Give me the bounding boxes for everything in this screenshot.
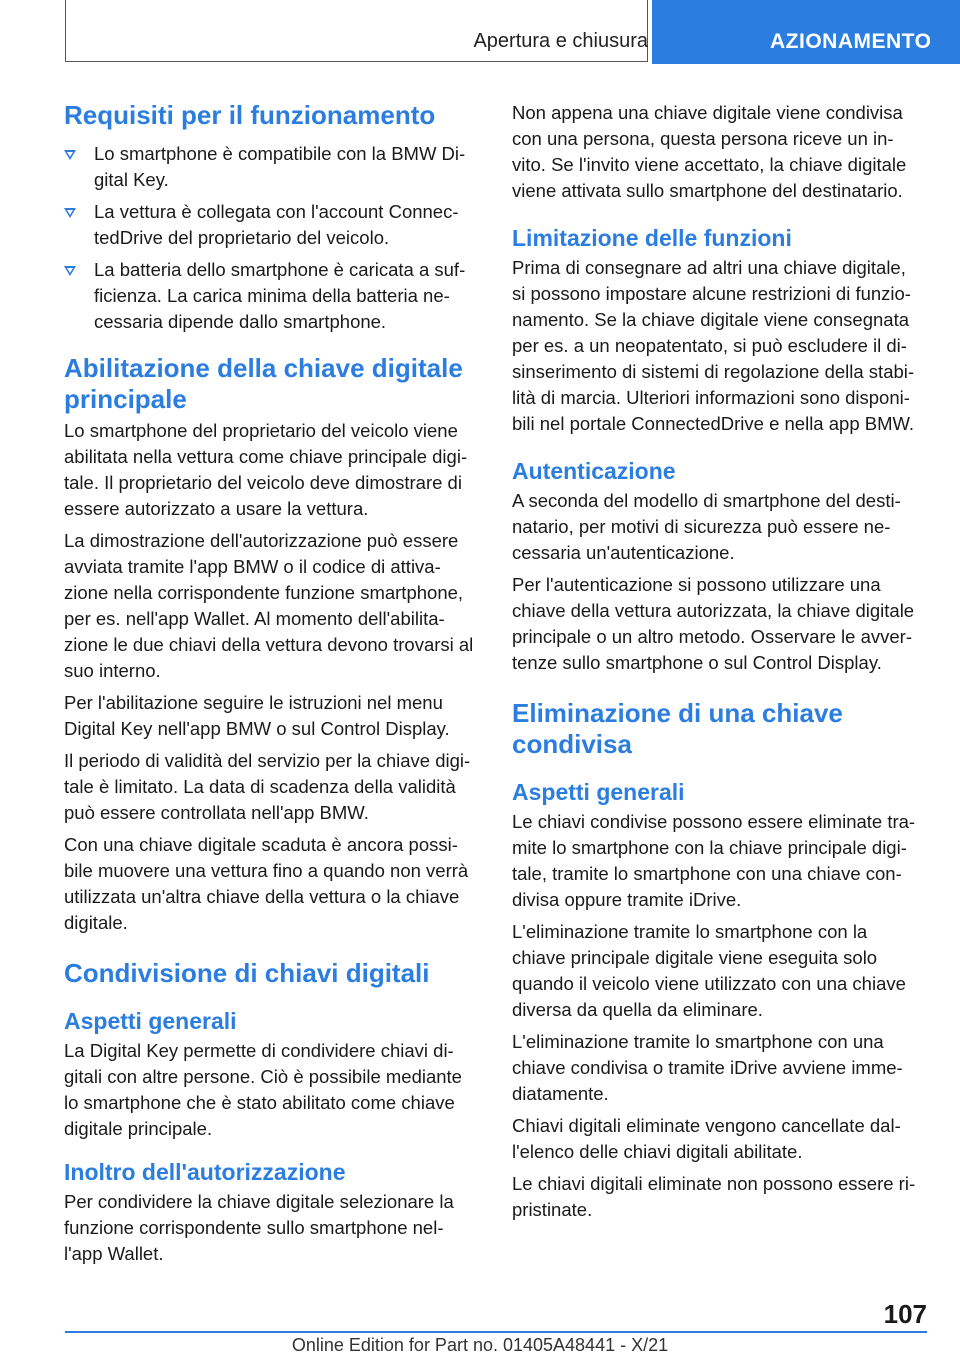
paragraph: La dimostrazione dell'autorizzazione può essere avviata tramite l'app BMW o il codice di attiva- zione nella corrispondente funzione smartphone, per es. nell'app Wallet. Al momento dell'abilita- zione le due chiavi della vettura devono trovarsi al suo interno. [64, 530, 474, 681]
triangle-bullet-icon [64, 150, 76, 160]
paragraph: A seconda del modello di smartphone del desti- natario, per motivi di sicurezza può essere ne- cessaria un'autenticazione. [512, 490, 901, 563]
paragraph: La Digital Key permette di condividere chiavi di- gitali con altre persone. Ciò è possibile mediante lo smartphone che è stato abilitato come chiave digitale principale. [64, 1040, 462, 1139]
bullet-item: La vettura è collegata con l'account Connec- tedDrive del proprietario del veicolo. [64, 199, 480, 251]
footer-edition: Online Edition for Part no. 01405A48441 - X/21 [291, 1335, 669, 1355]
header-chapter-label: AZIONAMENTO [770, 30, 932, 53]
heading-aspetti-generali: Aspetti generali [64, 1008, 237, 1034]
paragraph: Chiavi digitali eliminate vengono cancellate dal- l'elenco delle chiavi digitali abilitate. [512, 1115, 901, 1162]
heading-autenticazione: Autenticazione [512, 458, 676, 484]
header-section-title: Apertura e chiusura [473, 30, 648, 52]
paragraph: Per condividere la chiave digitale selezionare la funzione corrispondente sullo smartphone nel- l'app Wallet. [64, 1191, 454, 1264]
paragraph: Prima di consegnare ad altri una chiave digitale, si possono impostare alcune restrizioni di funzio- namento. Se la chiave digitale viene consegnata per es. a un neopatentato, si può escludere il di- sinserimento di sistemi di regolazione della stabi- lità di marcia. Ulteriori informazioni sono disponi- bili nel portale ConnectedDrive e nella app BMW. [512, 257, 915, 434]
right-column [512, 100, 926, 1223]
triangle-bullet-icon [64, 208, 76, 218]
heading-aspetti-generali-right: Aspetti generali [512, 779, 685, 805]
bullet-item: Lo smartphone è compatibile con la BMW Di- gital Key. [64, 141, 480, 193]
heading-limitazione: Limitazione delle funzioni [512, 225, 792, 251]
paragraph: Il periodo di validità del servizio per la chiave digi- tale è limitato. La data di scadenza della validità può essere controllata nell'app BMW. [64, 750, 471, 823]
paragraph: Lo smartphone del proprietario del veicolo viene abilitata nella vettura come chiave principale digi- tale. Il proprietario del veicolo deve dimostrare di essere autorizzato a usare la vettura. [64, 420, 468, 519]
heading-requisiti: Requisiti per il funzionamento [64, 100, 436, 130]
paragraph: Non appena una chiave digitale viene condivisa con una persona, questa persona riceve un in- vito. Se l'invito viene accettato, la chiave digitale viene attivata sullo smartphone del destinatario. [512, 102, 907, 201]
heading-condivisione: Condivisione di chiavi digitali [64, 958, 430, 988]
paragraph: Con una chiave digitale scaduta è ancora possi- bile muovere una vettura fino a quando non verrà utilizzata un'altra chiave della vettura o la chiave digitale. [64, 834, 469, 933]
paragraph: Per l'autenticazione si possono utilizzare una chiave della vettura autorizzata, la chiave digitale principale o un altro metodo. Osservare le avver- tenze sullo smartphone o sul Control Display. [512, 574, 915, 673]
page-number: 107 [883, 1299, 927, 1329]
paragraph: Per l'abilitazione seguire le istruzioni nel menu Digital Key nell'app BMW o sul Control Display. [64, 692, 450, 739]
header-chapter-tab [652, 0, 960, 64]
heading-inoltro: Inoltro dell'autorizzazione [64, 1159, 346, 1185]
paragraph: L'eliminazione tramite lo smartphone con la chiave principale digitale viene eseguita solo quando il veicolo viene utilizzato con una chiave diversa da quella da eliminare. [512, 921, 906, 1020]
paragraph: Le chiavi condivise possono essere eliminate tra- mite lo smartphone con la chiave principale digi- tale, tramite lo smartphone con una chiave con- divisa oppure tramite iDrive. [512, 811, 916, 910]
footer-divider [65, 1331, 927, 1333]
triangle-bullet-icon [64, 266, 76, 276]
left-column [64, 100, 480, 1267]
bullet-item: La batteria dello smartphone è caricata a suf- ficienza. La carica minima della batteria ne- cessaria dipende dallo smartphone. [64, 257, 480, 335]
paragraph: L'eliminazione tramite lo smartphone con una chiave condivisa o tramite iDrive avviene imme- diatamente. [512, 1031, 903, 1104]
paragraph: Le chiavi digitali eliminate non possono essere ri- pristinate. [512, 1173, 916, 1220]
heading-eliminazione: Eliminazione di una chiave condivisa [512, 698, 843, 759]
heading-abilitazione: Abilitazione della chiave digitale principale [64, 353, 463, 414]
